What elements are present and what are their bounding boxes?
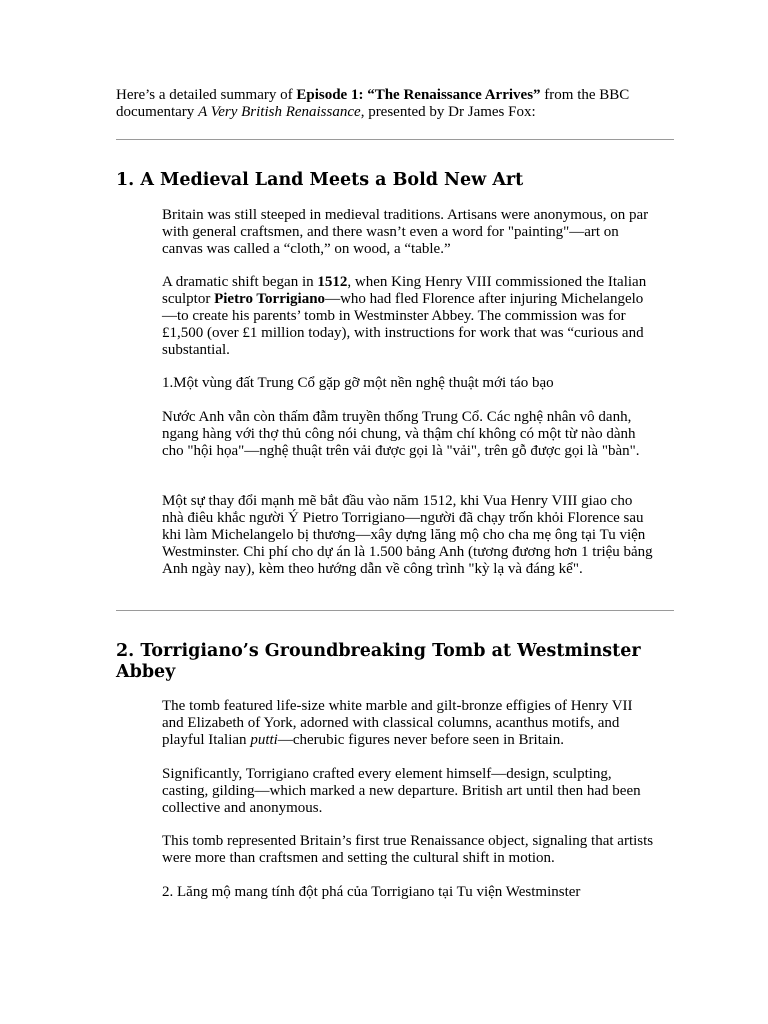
section-2-heading: 2. Torrigiano’s Groundbreaking Tomb at Westminster Abbey — [116, 641, 641, 682]
section-1-heading: 1. A Medieval Land Meets a Bold New Art — [116, 170, 524, 190]
putti-term: putti — [250, 732, 278, 748]
section-1-vietnamese-heading: 1.Một vùng đất Trung Cổ gặp gỡ một nền nghệ thuật mới táo bạo — [162, 375, 554, 391]
intro-text-middle: from the BBC documentary — [116, 87, 630, 120]
p2-text-after: —who had fled Florence after injuring Michelangelo—to create his parents’ tomb in Westminster Abbey. The commission was for £1,500 (over £1 million today), with instructions for work that was “curious and substantial. — [162, 291, 644, 358]
intro-text-after: , presented by Dr James Fox: — [360, 104, 536, 120]
section-1-vietnamese-paragraph-2: Một sự thay đổi mạnh mẽ bắt đầu vào năm 1512, khi Vua Henry VIII giao cho nhà điêu khắc người Ý Pietro Torrigiano—người đã chạy trốn khỏi Florence sau khi làm Michelangelo bị thương—xây dựng lăng mộ cho cha mẹ ông tại Tu viện Westminster. Chi phí cho dự án là 1.500 bảng Anh (tương đương hơn 1 triệu bảng Anh ngày nay), kèm theo hướng dẫn về công trình "kỳ lạ và đáng kể". — [162, 493, 653, 577]
divider-2 — [116, 610, 674, 611]
p2-text-mid: , when King Henry VIII commissioned the Italian sculptor — [162, 274, 647, 307]
s2p1-text-before: The tomb featured life-size white marble and gilt-bronze effigies of Henry VII and Elizabeth of York, adorned with classical columns, acanthus motifs, and playful Italian — [162, 698, 633, 748]
divider-1 — [116, 139, 674, 140]
s2p1-text-after: —cherubic figures never before seen in Britain. — [277, 732, 564, 748]
episode-title: Episode 1: “The Renaissance Arrives” — [296, 87, 541, 103]
section-1-vietnamese-paragraph-1: Nước Anh vẫn còn thấm đẫm truyền thống Trung Cổ. Các nghệ nhân vô danh, ngang hàng với thợ thủ công nói chung, và thậm chí không có một từ nào dành cho "hội họa"—nghệ thuật trên vải được gọi là "vải", trên gỗ được gọi là "bàn". — [162, 409, 640, 459]
section-2-paragraph-2: Significantly, Torrigiano crafted every element himself—design, sculpting, casting, gilding—which marked a new departure. British art until then had been collective and anonymous. — [162, 766, 641, 816]
section-1-paragraph-1: Britain was still steeped in medieval traditions. Artisans were anonymous, on par with general craftsmen, and there wasn’t even a word for "painting"—art on canvas was called a “cloth,” on wood, a “table.” — [162, 207, 649, 257]
p2-text-before: A dramatic shift began in — [162, 274, 318, 290]
series-title: A Very British Renaissance — [198, 104, 361, 120]
section-2-vietnamese-heading: 2. Lăng mộ mang tính đột phá của Torrigiano tại Tu viện Westminster — [162, 884, 581, 900]
sculptor-name: Pietro Torrigiano — [214, 291, 326, 307]
section-2-paragraph-1 — [162, 698, 656, 749]
intro-text-before: Here’s a detailed summary of — [116, 87, 297, 103]
section-1-paragraph-2 — [162, 274, 656, 359]
intro-paragraph — [116, 87, 676, 121]
year-1512: 1512 — [317, 274, 348, 290]
section-2-paragraph-3: This tomb represented Britain’s first true Renaissance object, signaling that artists were more than craftsmen and setting the cultural shift in motion. — [162, 833, 654, 866]
